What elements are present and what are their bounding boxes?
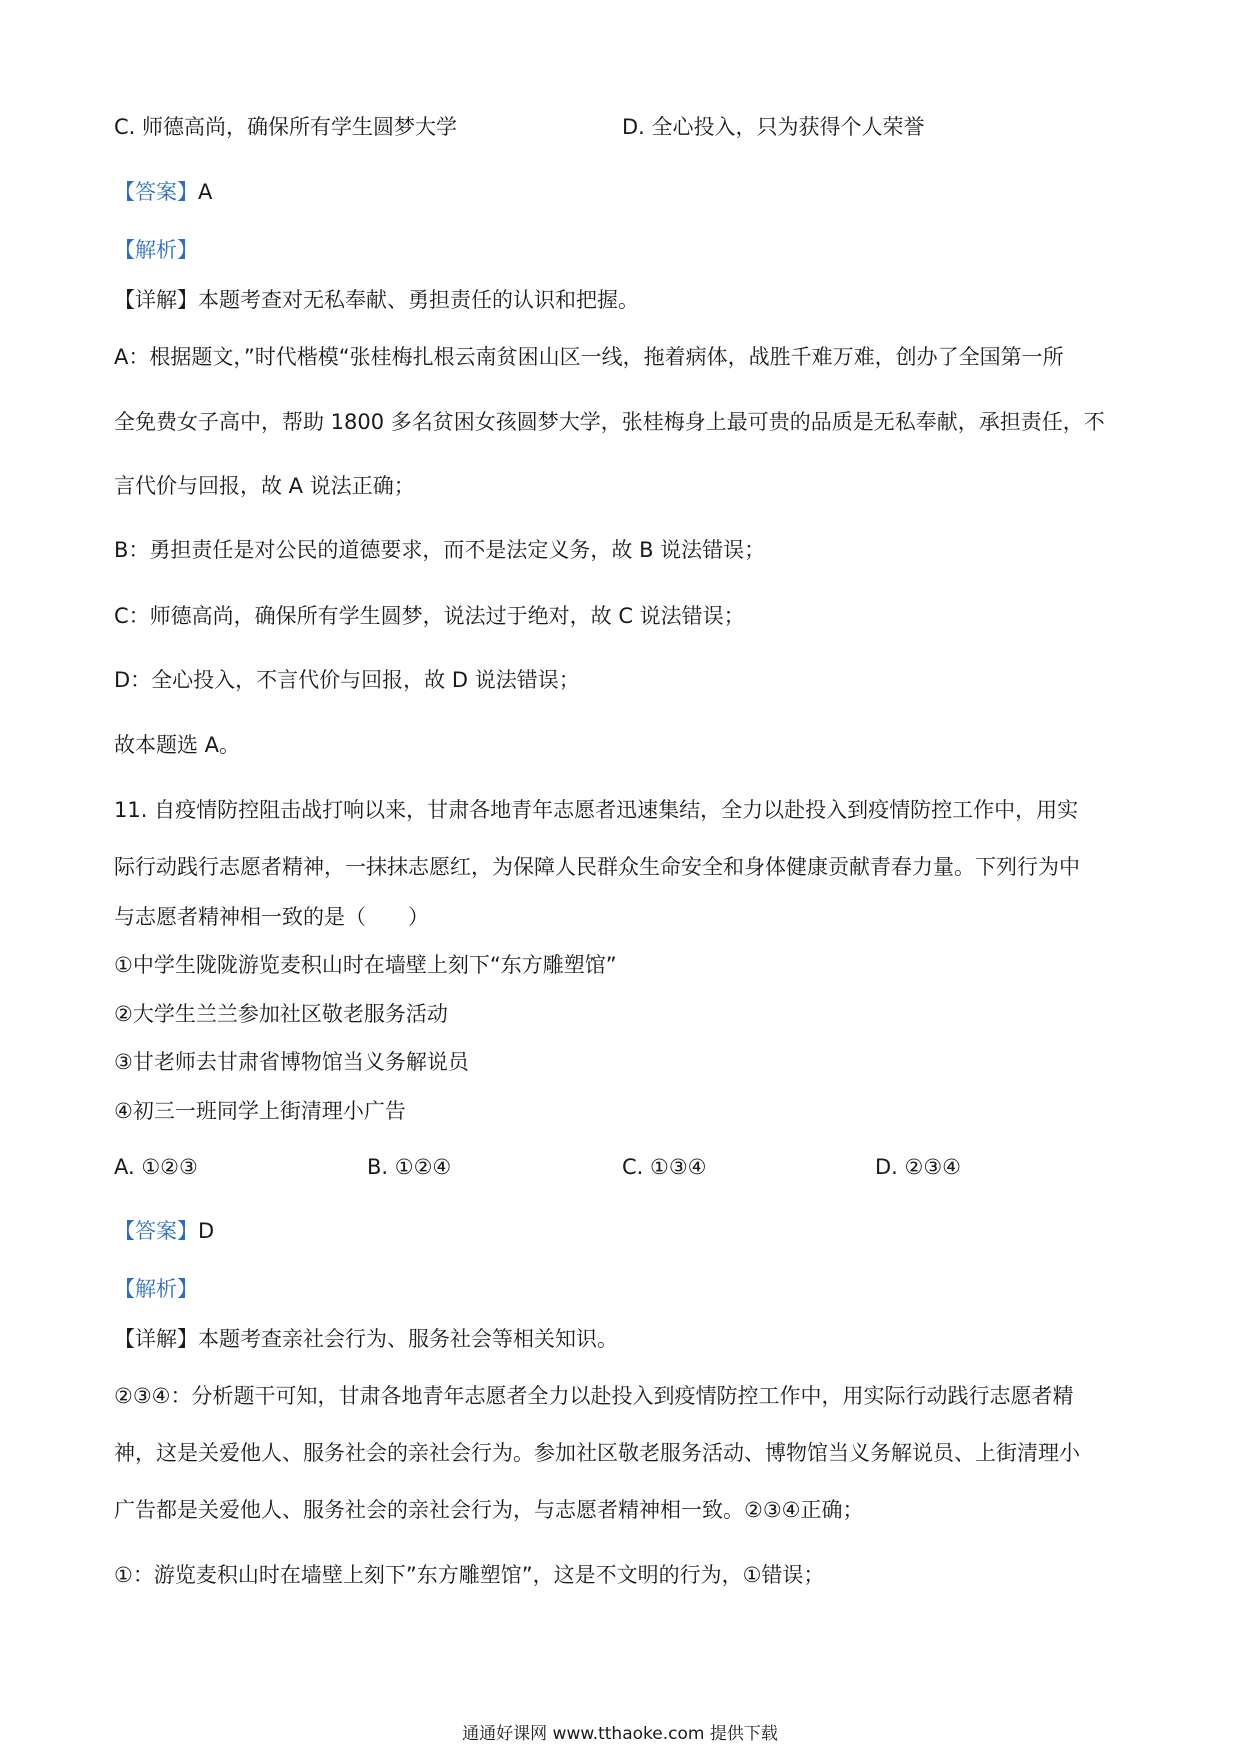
q10-answer	[114, 177, 212, 207]
q11-item-4: ④初三一班同学上街清理小广告	[114, 1099, 406, 1123]
q10-option-c: C. 师德高尚，确保所有学生圆梦大学	[114, 115, 458, 139]
q10-c-line: C：师德高尚，确保所有学生圆梦，说法过于绝对，故 C 说法错误；	[114, 604, 745, 628]
answer-value: A	[198, 180, 213, 204]
q11-answer	[114, 1216, 214, 1246]
q11-stem-line-2: 际行动践行志愿者精神，一抹抹志愿红，为保障人民群众生命安全和身体健康贡献青春力量。下列行为中	[114, 855, 1080, 879]
q11-option-d: D. ②③④	[875, 1155, 961, 1179]
q11-detail: 【详解】本题考查亲社会行为、服务社会等相关知识。	[114, 1327, 618, 1351]
q11-stem-line-1: 11. 自疫情防控阻击战打响以来，甘肃各地青年志愿者迅速集结，全力以赴投入到疫情防控工作中，用实	[114, 798, 1079, 822]
q11-explanation-line-4: ①：游览麦积山时在墙壁上刻下”东方雕塑馆”，这是不文明的行为，①错误；	[114, 1563, 825, 1587]
q11-option-c: C. ①③④	[622, 1155, 707, 1179]
q10-a-line-1: A：根据题文，”时代楷模“张桂梅扎根云南贫困山区一线，拖着病体，战胜千难万难，创办了全国第一所	[114, 345, 1064, 369]
q10-conclusion: 故本题选 A。	[114, 733, 241, 757]
answer-value: D	[198, 1219, 215, 1243]
q10-a-line-2: 全免费女子高中，帮助 1800 多名贫困女孩圆梦大学，张桂梅身上最可贵的品质是无私奉献，承担责任，不	[114, 410, 1105, 434]
q10-analysis-label: 【解析】	[114, 238, 198, 262]
q11-explanation-line-1: ②③④：分析题干可知，甘肃各地青年志愿者全力以赴投入到疫情防控工作中，用实际行动践行志愿者精	[114, 1384, 1074, 1408]
q11-item-2: ②大学生兰兰参加社区敬老服务活动	[114, 1002, 448, 1026]
answer-label: 【答案】	[114, 180, 198, 204]
q10-detail: 【详解】本题考查对无私奉献、勇担责任的认识和把握。	[114, 288, 639, 312]
q11-option-a: A. ①②③	[114, 1155, 198, 1179]
q10-d-line: D：全心投入，不言代价与回报，故 D 说法错误；	[114, 668, 580, 692]
q10-a-line-3: 言代价与回报，故 A 说法正确；	[114, 474, 415, 498]
q11-option-b: B. ①②④	[367, 1155, 452, 1179]
q10-b-line: B：勇担责任是对公民的道德要求，而不是法定义务，故 B 说法错误；	[114, 538, 766, 562]
q11-explanation-line-2: 神，这是关爱他人、服务社会的亲社会行为。参加社区敬老服务活动、博物馆当义务解说员、上街清理小	[114, 1441, 1080, 1465]
q11-item-3: ③甘老师去甘肃省博物馆当义务解说员	[114, 1050, 469, 1074]
q10-option-d: D. 全心投入，只为获得个人荣誉	[622, 115, 925, 139]
q11-item-1: ①中学生陇陇游览麦积山时在墙壁上刻下“东方雕塑馆”	[114, 953, 617, 977]
q11-analysis-label: 【解析】	[114, 1277, 198, 1301]
page-footer: 通通好课网 www.tthaoke.com 提供下载	[462, 1724, 778, 1744]
answer-label: 【答案】	[114, 1219, 198, 1243]
q11-stem-line-3: 与志愿者精神相一致的是（ ）	[114, 905, 429, 929]
q11-explanation-line-3: 广告都是关爱他人、服务社会的亲社会行为，与志愿者精神相一致。②③④正确；	[114, 1498, 864, 1522]
